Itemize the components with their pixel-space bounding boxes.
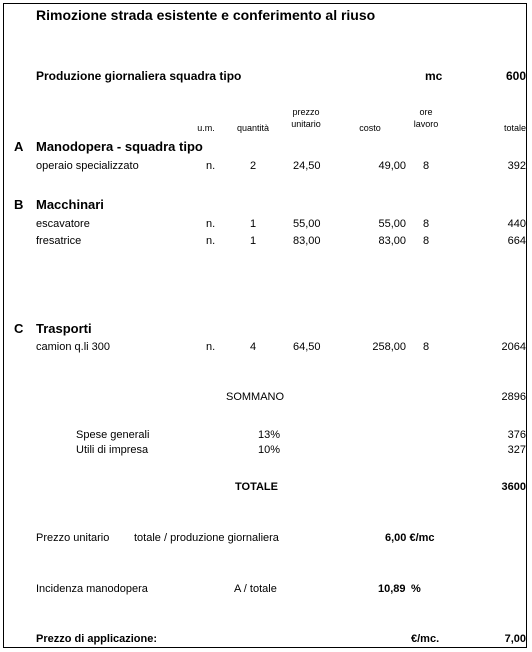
row-hours: 8	[423, 235, 430, 247]
row-cost: 55,00	[378, 218, 406, 230]
row-cost: 49,00	[378, 160, 406, 172]
row-qty: 1	[249, 235, 257, 247]
production-value: 600	[505, 69, 526, 83]
row-qty: 1	[249, 218, 257, 230]
prezzo-unitario-formula: totale / produzione giornaliera	[134, 532, 279, 544]
row-cost: 83,00	[378, 235, 406, 247]
prezzo-unitario-label: Prezzo unitario	[36, 532, 110, 544]
header-ore-line2: lavoro	[413, 119, 439, 129]
row-hours: 8	[423, 218, 430, 230]
row-qty: 4	[249, 341, 257, 353]
header-um: u.m.	[197, 123, 215, 133]
utili-value: 327	[507, 444, 526, 456]
spese-value: 376	[507, 429, 526, 441]
incidenza-formula: A / totale	[234, 583, 277, 595]
row-total: 392	[507, 160, 526, 172]
spese-label: Spese generali	[76, 429, 150, 441]
incidenza-label: Incidenza manodopera	[36, 583, 148, 595]
incidenza-value: 10,89	[378, 583, 406, 595]
production-unit: mc	[425, 69, 443, 83]
row-um: n.	[206, 235, 216, 247]
header-quantita: quantità	[236, 123, 270, 133]
header-prezzo-line2: unitario	[291, 119, 321, 129]
section-letter-b: B	[14, 197, 24, 212]
row-total: 664	[507, 235, 526, 247]
row-hours: 8	[423, 160, 430, 172]
row-total: 440	[507, 218, 526, 230]
totale-label: TOTALE	[235, 481, 278, 493]
section-title-c: Trasporti	[36, 321, 92, 336]
row-price: 24,50	[293, 160, 321, 172]
row-hours: 8	[423, 341, 430, 353]
section-title-a: Manodopera - squadra tipo	[36, 139, 203, 154]
row-qty: 2	[249, 160, 257, 172]
totale-value: 3600	[501, 481, 526, 493]
header-costo: costo	[359, 123, 381, 133]
sommano-value: 2896	[501, 391, 526, 403]
header-prezzo-line1: prezzo	[292, 107, 320, 117]
production-label: Produzione giornaliera squadra tipo	[36, 69, 242, 83]
utili-label: Utili di impresa	[76, 444, 149, 456]
row-total: 2064	[501, 341, 526, 353]
row-um: n.	[206, 341, 216, 353]
page-title: Rimozione strada esistente e conferimento al riuso	[36, 7, 376, 23]
row-desc: escavatore	[36, 218, 90, 230]
header-totale: totale	[503, 123, 526, 133]
sommano-label: SOMMANO	[226, 391, 285, 403]
row-desc: fresatrice	[36, 235, 82, 247]
row-cost: 258,00	[372, 341, 406, 353]
row-desc: camion q.li 300	[36, 341, 110, 353]
incidenza-unit: %	[411, 583, 421, 595]
row-desc: operaio specializzato	[36, 160, 139, 172]
prezzo-applicazione-unit: €/mc.	[411, 633, 440, 645]
prezzo-applicazione-label: Prezzo di applicazione:	[36, 633, 158, 645]
prezzo-unitario-value: 6,00 €/mc	[385, 532, 435, 544]
row-price: 55,00	[293, 218, 321, 230]
utili-pct: 10%	[258, 444, 281, 456]
prezzo-applicazione-value: 7,00	[504, 633, 526, 645]
row-um: n.	[206, 160, 216, 172]
row-price: 83,00	[293, 235, 321, 247]
section-letter-c: C	[14, 321, 24, 336]
section-letter-a: A	[14, 139, 24, 154]
spese-pct: 13%	[258, 429, 281, 441]
row-um: n.	[206, 218, 216, 230]
section-title-b: Macchinari	[36, 197, 104, 212]
row-price: 64,50	[293, 341, 321, 353]
header-ore-line1: ore	[419, 107, 433, 117]
